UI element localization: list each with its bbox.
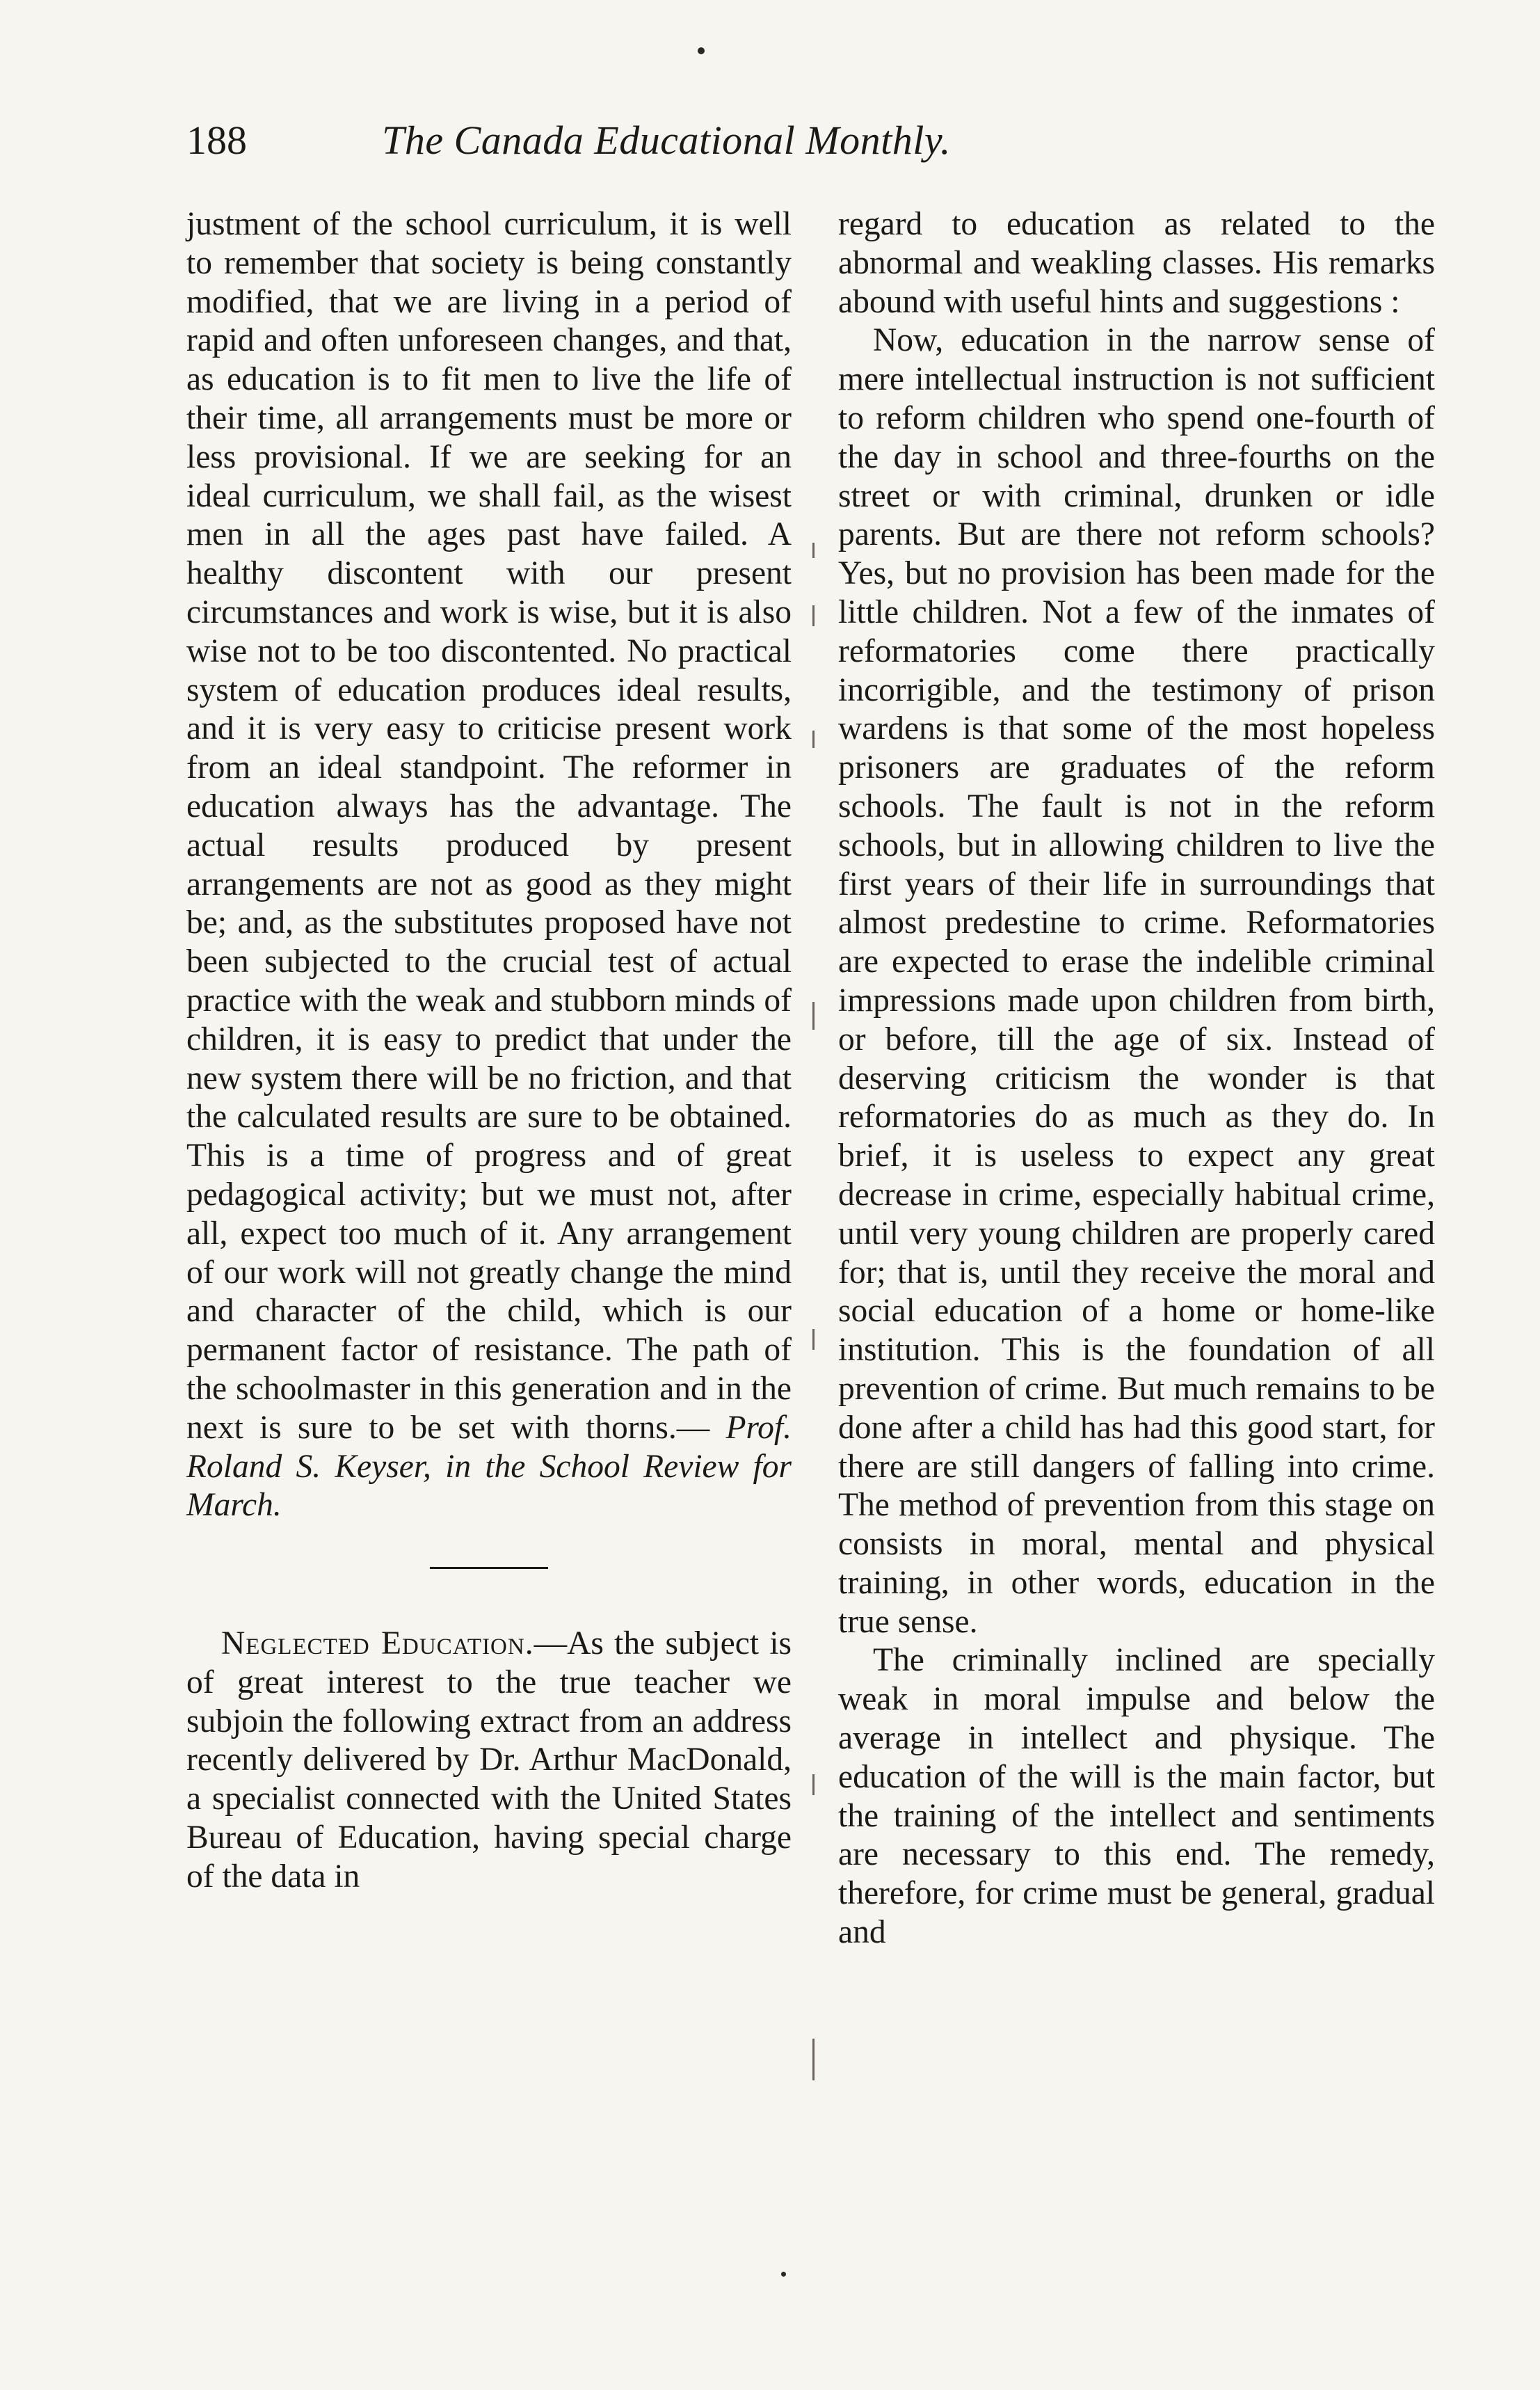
gutter-marks: [807, 244, 821, 2053]
gutter-mark: [812, 605, 815, 626]
page-number: 188: [186, 118, 247, 163]
left-paragraph-1-text: justment of the school curriculum, it is well to remember that society is being constantly modified, that we are living in a period of rapid and often unforeseen changes, and that, as education is to fit men to live the life of their time, all arrangements must be more or less provisional. If we are seeking for an ideal curriculum, we shall fail, as the wisest men in all the ages past have failed. A healthy discontent with our present circumstances and work is wise, but it is also wise not to be too discontented. No practical system of education produces ideal results, and it is very easy to criticise present work from an ideal standpoint. The reformer in education always has the advantage. The actual results produced by present arrangements are not as good as they might be; and, as the substitutes proposed have not been subjected to the crucial test of actual practice with the weak and stubborn minds of children, it is easy to predict that under the new system there will be no friction, and that the calculated results are sure to be obtained. This is a time of progress and of great pedagogical activity; but we must not, after all, expect too much of it. Any arrangement of our work will not greatly change the mind and character of the child, which is our permanent factor of resistance. The path of the schoolmaster in this generation and in the next is sure to be set with thorns.—: [186, 206, 792, 1446]
left-paragraph-2-text: —As the subject is of great interest to the true teacher we subjoin the following extract from an address recently delivered by Dr. Arthur MacDonald, a specialist connected with the United States Bureau of Education, having special charge of the data in: [186, 1625, 792, 1895]
right-paragraph-3: The criminally inclined are specially weak in moral impulse and below the average in intellect and physique. The education of the will is the main factor, but the training of the intellect and sentiments are necessary to this end. The remedy, therefore, for crime must be general, gradual and: [838, 1642, 1435, 1951]
citation: Prof. Roland S. Keyser, in the School Review for March.: [186, 1409, 792, 1524]
gutter-mark: [812, 1774, 815, 1795]
section-divider: [430, 1567, 548, 1569]
gutter-mark: [812, 1329, 815, 1350]
right-column: [838, 205, 1435, 1952]
gutter-mark: [812, 1002, 815, 1030]
left-paragraph-1: [186, 205, 792, 1525]
right-paragraph-2: Now, education in the narrow sense of mere intellectual instruction is not sufficient to reform children who spend one-fourth of the day in school and three-fourths on the street or with criminal, drunken or idle parents. But are there not reform schools? Yes, but no provision has been made for the little children. Not a few of the inmates of reformatories come there practically incorrigible, and the testimony of prison wardens is that some of the most hopeless prisoners are graduates of the reform schools. The fault is not in the reform schools, but in allowing children to live the first years of their life in surroundings that almost predestine to crime. Reformatories are expected to erase the indelible criminal impressions made upon children from birth, or before, till the age of six. Instead of deserving criticism the wonder is that reformatories do as much as they do. In brief, it is useless to expect any great decrease in crime, especially habitual crime, until very young children are properly cared for; that is, until they receive the moral and social education of a home or home-like institution. This is the foundation of all prevention of crime. But much remains to be done after a child has had this good start, for there are still dangers of falling into crime. The method of prevention from this stage on consists in moral, mental and physical training, in other words, education in the true sense.: [838, 322, 1435, 1640]
section-heading: Neglected Education.: [221, 1625, 534, 1662]
gutter-mark: [812, 2039, 815, 2080]
gutter-mark: [812, 543, 815, 558]
gutter-mark: [812, 731, 815, 748]
page-header: [186, 113, 1146, 168]
scan-speck: [781, 2272, 786, 2277]
left-column: [186, 205, 792, 1897]
left-paragraph-2: [186, 1625, 792, 1897]
right-paragraph-1: regard to education as related to the abnormal and weakling classes. His remarks abound with useful hints and suggestions :: [838, 206, 1435, 320]
running-title: The Canada Educational Monthly.: [382, 118, 951, 163]
scan-speck: [698, 47, 705, 54]
